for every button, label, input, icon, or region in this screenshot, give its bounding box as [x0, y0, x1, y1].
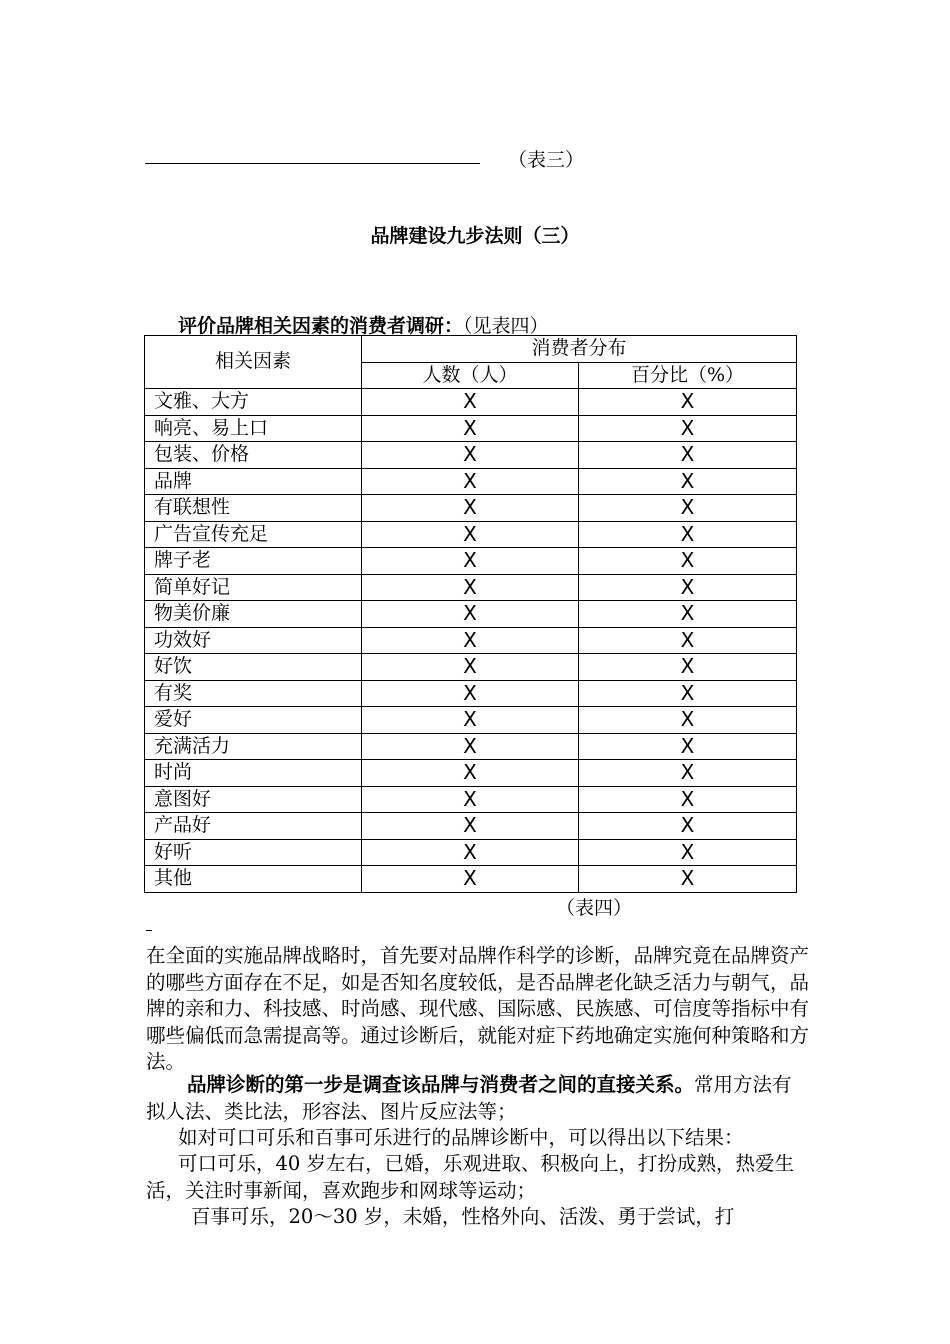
- count-cell: X: [362, 495, 579, 522]
- count-cell: X: [362, 415, 579, 442]
- count-cell: X: [362, 866, 579, 893]
- column-header-distribution: 消费者分布: [362, 336, 797, 363]
- survey-intro: [178, 311, 549, 338]
- count-cell: X: [362, 468, 579, 495]
- percent-cell: X: [579, 415, 797, 442]
- count-cell: X: [362, 521, 579, 548]
- count-cell: X: [362, 733, 579, 760]
- first-step-rest: 常用方法有拟人法、类比法，形容法、图片反应法等；: [146, 1073, 792, 1123]
- factor-cell: 物美价廉: [145, 601, 362, 628]
- first-step-bold: 品牌诊断的第一步是调查该品牌与消费者之间的直接关系。: [187, 1073, 695, 1096]
- table-row: [145, 733, 797, 760]
- factor-cell: 爱好: [145, 707, 362, 734]
- table-row: [145, 389, 797, 416]
- table-row: [145, 707, 797, 734]
- table-row: [145, 468, 797, 495]
- factor-cell: 牌子老: [145, 548, 362, 575]
- table-row: [145, 495, 797, 522]
- percent-cell: X: [579, 707, 797, 734]
- table-row: [145, 760, 797, 787]
- paragraph-coca-cola: 可口可乐，40 岁左右，已婚，乐观进取、积极向上，打扮成熟，热爱生活，关注时事新闻，喜欢跑步和网球等运动；: [146, 1152, 795, 1202]
- percent-cell: X: [579, 468, 797, 495]
- table4-caption: （表四）: [556, 897, 633, 919]
- percent-cell: X: [579, 574, 797, 601]
- percent-cell: X: [579, 866, 797, 893]
- percent-cell: X: [579, 389, 797, 416]
- table3-caption: （表三）: [508, 149, 585, 171]
- percent-cell: X: [579, 680, 797, 707]
- factor-cell: 有奖: [145, 680, 362, 707]
- percent-cell: X: [579, 548, 797, 575]
- count-cell: X: [362, 548, 579, 575]
- table-row: [145, 442, 797, 469]
- survey-intro-label: 评价品牌相关因素的消费者调研：: [178, 315, 464, 337]
- factor-cell: 文雅、大方: [145, 389, 362, 416]
- table-row: [145, 574, 797, 601]
- blank-underline: [145, 163, 480, 164]
- percent-cell: X: [579, 760, 797, 787]
- column-header-factor: 相关因素: [145, 336, 362, 389]
- percent-cell: X: [579, 442, 797, 469]
- column-header-count: 人数（人）: [362, 362, 579, 389]
- survey-table: [144, 335, 797, 893]
- count-cell: X: [362, 389, 579, 416]
- factor-cell: 有联想性: [145, 495, 362, 522]
- factor-cell: 时尚: [145, 760, 362, 787]
- table-row: [145, 548, 797, 575]
- percent-cell: X: [579, 521, 797, 548]
- factor-cell: 意图好: [145, 786, 362, 813]
- paragraph-diagnosis: 在全面的实施品牌战略时，首先要对品牌作科学的诊断，品牌究竟在品牌资产的哪些方面存在不足，如是否知名度较低，是否品牌老化缺乏活力与朝气，品牌的亲和力、科技感、时尚感、现代感、国际感、民族感、可信度等指标中有哪些偏低而急需提高等。通过诊断后，就能对症下药地确定实施何种策略和方法。: [146, 944, 810, 1073]
- count-cell: X: [362, 680, 579, 707]
- table-row: [145, 839, 797, 866]
- factor-cell: 功效好: [145, 627, 362, 654]
- factor-cell: 其他: [145, 866, 362, 893]
- factor-cell: 好饮: [145, 654, 362, 681]
- count-cell: X: [362, 760, 579, 787]
- count-cell: X: [362, 707, 579, 734]
- factor-cell: 好听: [145, 839, 362, 866]
- table-row: [145, 866, 797, 893]
- table-row: [145, 415, 797, 442]
- count-cell: X: [362, 839, 579, 866]
- factor-cell: 品牌: [145, 468, 362, 495]
- factor-cell: 充满活力: [145, 733, 362, 760]
- table-row: [145, 813, 797, 840]
- table-row: [145, 627, 797, 654]
- factor-cell: 包装、价格: [145, 442, 362, 469]
- section-title: 品牌建设九步法则（三）: [370, 225, 580, 247]
- percent-cell: X: [579, 813, 797, 840]
- percent-cell: X: [579, 627, 797, 654]
- count-cell: X: [362, 654, 579, 681]
- factor-cell: 产品好: [145, 813, 362, 840]
- percent-cell: X: [579, 786, 797, 813]
- survey-intro-ref: （见表四）: [463, 315, 549, 337]
- factor-cell: 简单好记: [145, 574, 362, 601]
- percent-cell: X: [579, 839, 797, 866]
- percent-cell: X: [579, 495, 797, 522]
- paragraph-example-intro: 如对可口可乐和百事可乐进行的品牌诊断中，可以得出以下结果：: [178, 1126, 744, 1149]
- percent-cell: X: [579, 601, 797, 628]
- count-cell: X: [362, 442, 579, 469]
- table-row: [145, 601, 797, 628]
- table-row: [145, 786, 797, 813]
- factor-cell: 响亮、易上口: [145, 415, 362, 442]
- table-row: [145, 654, 797, 681]
- count-cell: X: [362, 601, 579, 628]
- table-row: [145, 680, 797, 707]
- count-cell: X: [362, 786, 579, 813]
- table-row: [145, 521, 797, 548]
- count-cell: X: [362, 813, 579, 840]
- paragraph-first-step: [146, 1072, 811, 1125]
- factor-cell: 广告宣传充足: [145, 521, 362, 548]
- count-cell: X: [362, 574, 579, 601]
- small-rule-mark: [146, 930, 152, 931]
- percent-cell: X: [579, 654, 797, 681]
- column-header-percent: 百分比（%）: [579, 362, 797, 389]
- count-cell: X: [362, 627, 579, 654]
- paragraph-pepsi: 百事可乐，20～30 岁，未婚，性格外向、活泼、勇于尝试，打: [191, 1205, 735, 1228]
- percent-cell: X: [579, 733, 797, 760]
